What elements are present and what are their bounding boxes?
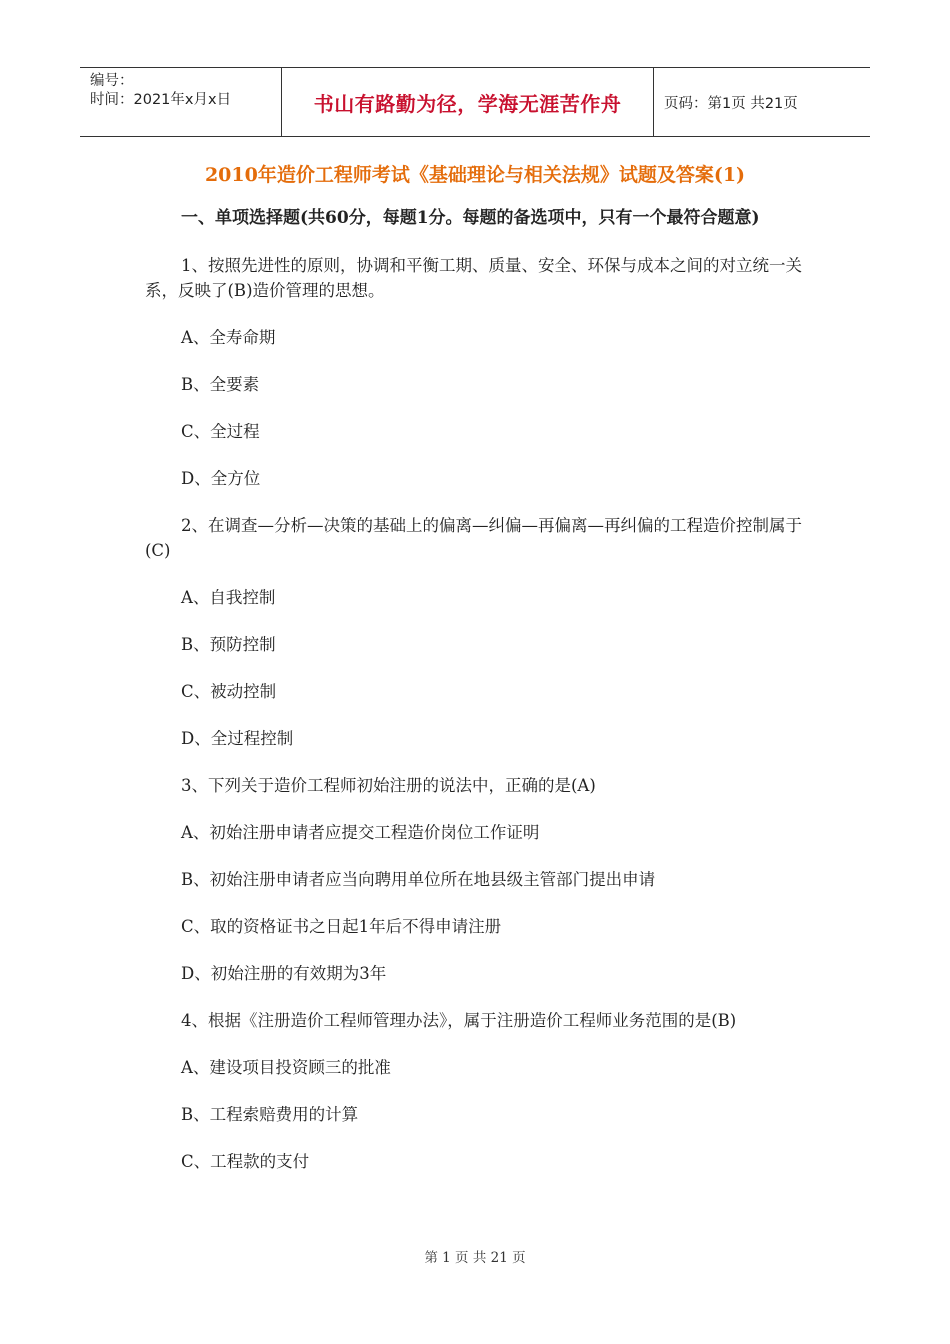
question-3-option-d: D、初始注册的有效期为3年 xyxy=(181,964,387,983)
page-header xyxy=(80,67,870,137)
question-1-option-b: B、全要素 xyxy=(181,375,260,394)
question-3-option-c: C、取的资格证书之日起1年后不得申请注册 xyxy=(181,917,502,936)
header-motto xyxy=(282,68,654,136)
time-label: 时间：2021年x月x日 xyxy=(90,92,232,108)
page-info-text: 页码：第1页 共21页 xyxy=(664,95,798,112)
document-body xyxy=(145,206,810,1174)
question-2-option-c: C、被动控制 xyxy=(181,682,277,701)
question-1-option-c: C、全过程 xyxy=(181,422,260,441)
question-1-stem: 1、按照先进性的原则，协调和平衡工期、质量、安全、环保与成本之间的对立统一关系，反映了(B)造价管理的思想。 xyxy=(145,256,802,300)
question-4-option-c: C、工程款的支付 xyxy=(181,1152,310,1171)
header-meta xyxy=(80,68,282,136)
question-3-option-b: B、初始注册申请者应当向聘用单位所在地县级主管部门提出申请 xyxy=(181,870,656,889)
question-4-option-b: B、工程索赔费用的计算 xyxy=(181,1105,359,1124)
header-page-info xyxy=(654,68,870,136)
serial-label: 编号： xyxy=(90,73,134,89)
section-heading: 一、单项选择题(共60分，每题1分。每题的备选项中，只有一个最符合题意) xyxy=(181,208,760,228)
question-2-stem: 2、在调查—分析—决策的基础上的偏离—纠偏—再偏离—再纠偏的工程造价控制属于(C) xyxy=(145,516,802,560)
question-4-stem: 4、根据《注册造价工程师管理办法》，属于注册造价工程师业务范围的是(B) xyxy=(181,1011,737,1030)
question-1-option-a: A、全寿命期 xyxy=(181,328,276,347)
question-4-option-a: A、建设项目投资顾三的批准 xyxy=(181,1058,391,1077)
motto-text: 书山有路勤为径，学海无涯苦作舟 xyxy=(313,91,622,116)
page-footer: 第 1 页 共 21 页 xyxy=(424,1250,526,1266)
question-1-option-d: D、全方位 xyxy=(181,469,261,488)
document-title: 2010年造价工程师考试《基础理论与相关法规》试题及答案(1) xyxy=(204,164,746,186)
question-2-option-b: B、预防控制 xyxy=(181,635,276,654)
question-3-stem: 3、下列关于造价工程师初始注册的说法中，正确的是(A) xyxy=(181,776,596,795)
question-3-option-a: A、初始注册申请者应提交工程造价岗位工作证明 xyxy=(181,823,540,842)
question-2-option-d: D、全过程控制 xyxy=(181,729,294,748)
question-2-option-a: A、自我控制 xyxy=(181,588,276,607)
